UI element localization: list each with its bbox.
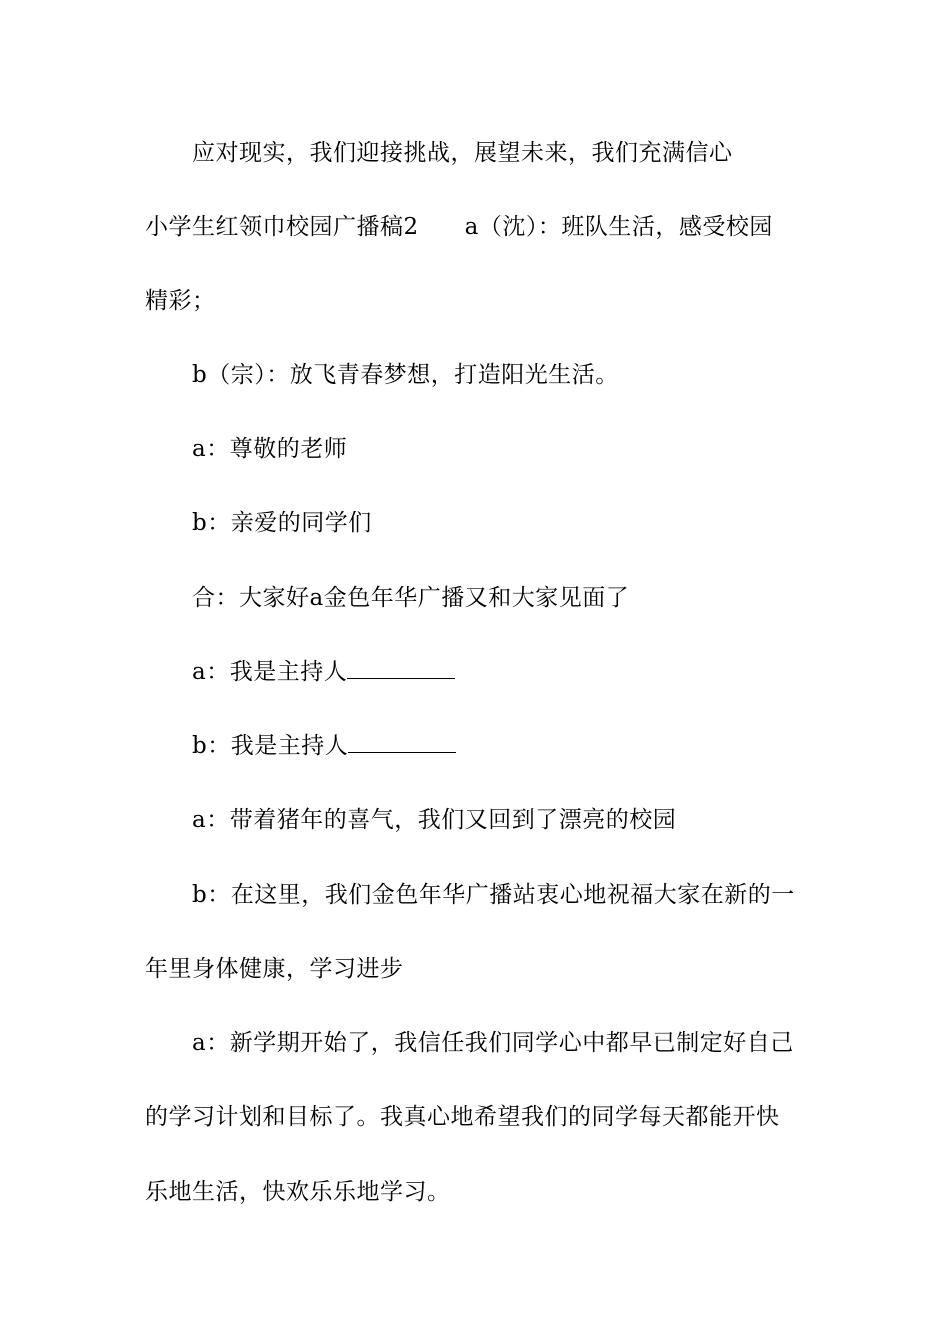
article-title: 小学生红领巾校园广播稿2: [145, 214, 419, 240]
paragraph-line: 乐地生活，快欢乐乐地学习。: [145, 1179, 451, 1205]
paragraph-line: [192, 657, 812, 687]
dialogue-text: a：我是主持人: [192, 659, 348, 685]
fill-in-blank: [347, 658, 455, 679]
paragraph-line: a：尊敬的老师: [192, 436, 348, 462]
paragraph-line: 年里身体健康，学习进步: [145, 956, 404, 982]
paragraph-line: [192, 731, 812, 761]
paragraph-line: [145, 212, 815, 242]
paragraph-line: a：新学期开始了，我信任我们同学心中都早已制定好自己: [192, 1030, 794, 1056]
paragraph-line: a：带着猪年的喜气，我们又回到了漂亮的校园: [192, 807, 677, 833]
paragraph-line: 应对现实，我们迎接挑战，展望未来，我们充满信心: [192, 140, 733, 166]
paragraph-line: 精彩；: [145, 288, 216, 314]
paragraph-line: b：在这里，我们金色年华广播站衷心地祝福大家在新的一: [192, 882, 795, 908]
dialogue-text: a（沈）：班队生活，感受校园: [464, 214, 773, 240]
paragraph-line: b：亲爱的同学们: [192, 510, 372, 536]
fill-in-blank: [348, 732, 456, 753]
paragraph-line: b（宗）：放飞青春梦想，打造阳光生活。: [192, 362, 619, 388]
dialogue-text: b：我是主持人: [192, 733, 349, 759]
paragraph-line: 合：大家好a金色年华广播又和大家见面了: [192, 585, 630, 611]
paragraph-line: 的学习计划和目标了。我真心地希望我们的同学每天都能开快: [145, 1104, 780, 1130]
